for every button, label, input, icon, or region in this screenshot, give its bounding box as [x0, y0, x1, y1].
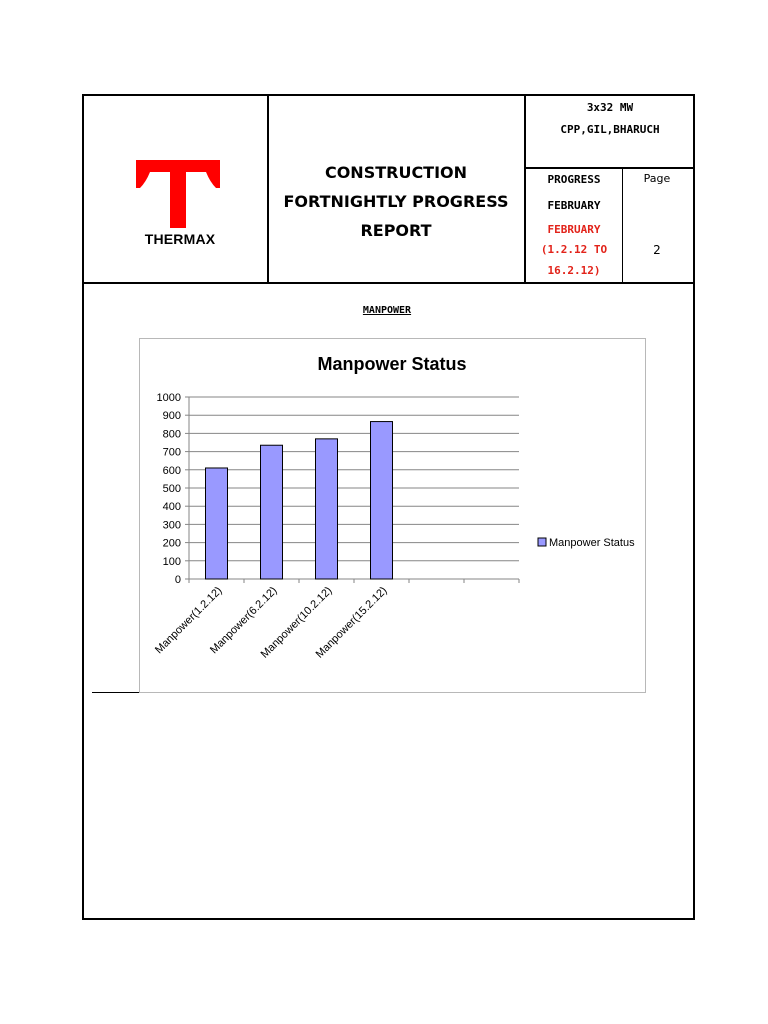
period-month: FEBRUARY: [547, 223, 601, 236]
title-line-3: REPORT: [360, 221, 432, 240]
y-tick-label: 300: [162, 519, 181, 532]
bar: [261, 445, 283, 579]
bar: [371, 422, 393, 579]
page-divider: [622, 168, 623, 283]
y-tick-label: 600: [162, 464, 181, 477]
chart-container: [139, 338, 646, 693]
x-tick-label: Manpower(1.2.12): [153, 584, 225, 657]
title-line-1: CONSTRUCTION: [324, 163, 468, 182]
y-tick-label: 0: [174, 574, 181, 586]
y-tick-label: 900: [162, 410, 181, 423]
period-range-end: 16.2.12): [547, 264, 601, 277]
page-label: Page: [643, 172, 671, 185]
x-tick-label: Manpower(15.2.12): [313, 584, 390, 661]
progress-label: PROGRESS: [547, 173, 601, 186]
progress-month: FEBRUARY: [547, 199, 601, 212]
project-location: CPP,GIL,BHARUCH: [560, 123, 660, 136]
x-tick-label: Manpower(10.2.12): [258, 584, 335, 661]
manpower-chart: [140, 339, 645, 692]
y-tick-label: 1000: [156, 392, 181, 404]
page-number: 2: [653, 243, 661, 257]
project-divider: [525, 167, 695, 169]
x-tick-label: Manpower(6.2.12): [208, 584, 280, 657]
logo-left-mark: [136, 160, 180, 228]
legend-swatch: [538, 538, 546, 546]
y-tick-label: 400: [162, 501, 181, 514]
period-range-start: (1.2.12 TO: [540, 243, 608, 256]
title-line-2: FORTNIGHTLY PROGRESS: [283, 192, 509, 211]
y-tick-label: 800: [162, 428, 181, 441]
project-capacity: 3x32 MW: [586, 101, 634, 114]
header-bottom-line: [82, 282, 695, 284]
left-rule: [92, 692, 139, 693]
section-heading: MANPOWER: [362, 305, 412, 316]
chart-title: Manpower Status: [317, 354, 467, 374]
y-tick-label: 500: [162, 483, 181, 495]
logo-right-mark: [176, 160, 220, 228]
legend-label: Manpower Status: [549, 537, 635, 549]
bar: [316, 439, 338, 579]
logo-divider: [267, 94, 269, 283]
y-tick-label: 100: [162, 555, 181, 568]
report-title: [272, 158, 520, 245]
y-tick-label: 700: [162, 446, 181, 459]
logo-text: THERMAX: [144, 231, 216, 247]
y-tick-label: 200: [162, 537, 181, 550]
bar: [206, 468, 228, 579]
